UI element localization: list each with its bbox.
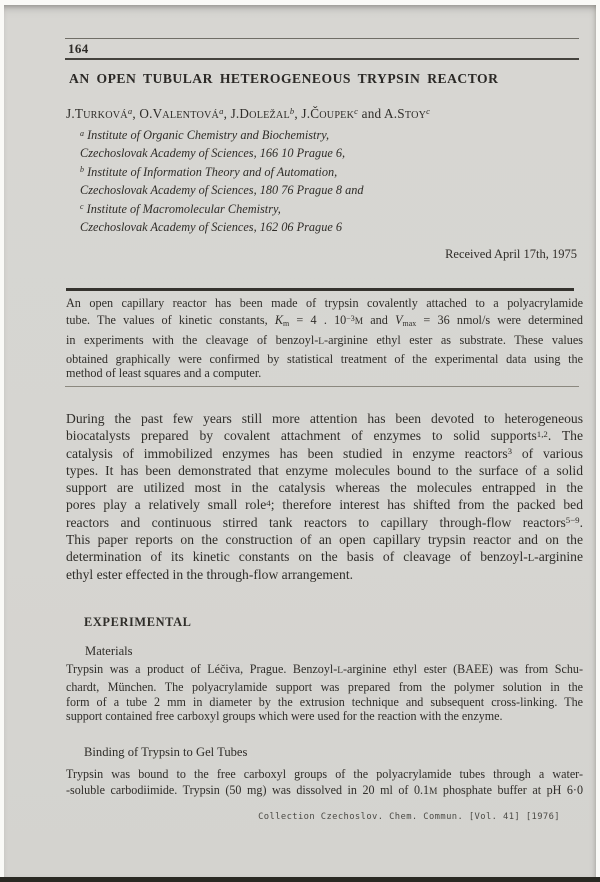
intro-paragraph: During the past few years still more attention has been devoted to heterogeneous biocatalysts prepared by covalent attachment of enzymes to solid supports$^{1,2}$. The catalysis of immobilized enzymes has been studied in enzyme reactors$^3$ of various types. It has been demonstrated that enzyme molecules bound to the surface of a solid support are utilized most in the catalysis whereas the molecules entrapped in the pores play a relatively small role$^4$; therefore interest has shifted from the packed bed reactors and continuous stirred tank reactors to capillary through-flow reactors$^{5-9}$. This paper reports on the construction of an open capillary trypsin reactor and on the determination of its kinetic constants on the basis of cleavage of benzoyl-L-arginine — [66, 411, 584, 565]
abstract-rule-top — [66, 288, 574, 291]
page-number: 164 — [68, 41, 89, 56]
abstract-text: An open capillary reactor has been made of trypsin covalently attached to a polyacrylamide tube. The values of kinetic constants, $K_m = 4$ . $10^{-3}M$ and $V_{max} = 36$ nmol/s were determined in experiments with the cleavage of benzoyl-L-arginine ethyl ester as substrate. These values obtained graphically were confirmed by statistical treatment of the experimental data using the — [66, 296, 583, 367]
abstract-last-line: method of least squares and a computer. — [66, 365, 262, 380]
scan-artifact-bottom — [0, 877, 600, 882]
abstract-rule-bottom — [65, 386, 579, 387]
affiliations-block: $^a$ Institute of Organic Chemistry and Biochemistry, Czechoslovak Academy of Sciences, 166 10 Prague 6, $^b$ Institute of Information Theory and of Automation, Czechoslovak Academy of Sciences, 180 76 Prague 8 and $^c$ Institute of Macromolecular Chemistry, Czechoslovak Academy of Sciences, 162 06 Prague 6 — [80, 128, 364, 235]
binding-paragraph: Trypsin was bound to the free carboxyl groups of the polyacrylamide tubes through a water- -soluble carbodiimide. Trypsin (50 mg) was dissolved in 20 ml of 0.1M phosphate buffer at pH 6·0 — [66, 767, 584, 797]
header-rule-top — [65, 38, 579, 39]
received-date: Received April 17th, 1975 — [445, 247, 577, 261]
subsection-heading-materials: Materials — [85, 644, 133, 658]
journal-footer: Collection Czechoslov. Chem. Commun. [Vol. 41] [1976] — [258, 812, 560, 822]
intro-last-line: ethyl ester effected in the through-flow arrangement. — [66, 566, 353, 582]
section-heading-experimental: EXPERIMENTAL — [84, 615, 192, 629]
authors-line: J.TURKOVÁ$^a$, O.VALENTOVÁ$^a$, J.DOLEŽAL$^b$, J.ČOUPEK$^c$ and A.STOY$^c$ — [66, 106, 431, 121]
materials-last-line: support contained free carboxyl groups which were used for the reaction with the enzyme. — [66, 708, 503, 723]
article-title: AN OPEN TUBULAR HETEROGENEOUS TRYPSIN REACTOR — [69, 71, 499, 86]
materials-paragraph: Trypsin was a product of Léčiva, Prague. Benzoyl-L-arginine ethyl ester (BAEE) was from Schu- chardt, München. The polyacrylamide support was prepared from the polymer solution in the form of a tube 2 mm in diameter by the extrusion technique and subsequent cross-linking. The — [66, 662, 583, 710]
header-rule-bottom — [65, 58, 579, 60]
subsection-heading-binding: Binding of Trypsin to Gel Tubes — [84, 745, 248, 759]
